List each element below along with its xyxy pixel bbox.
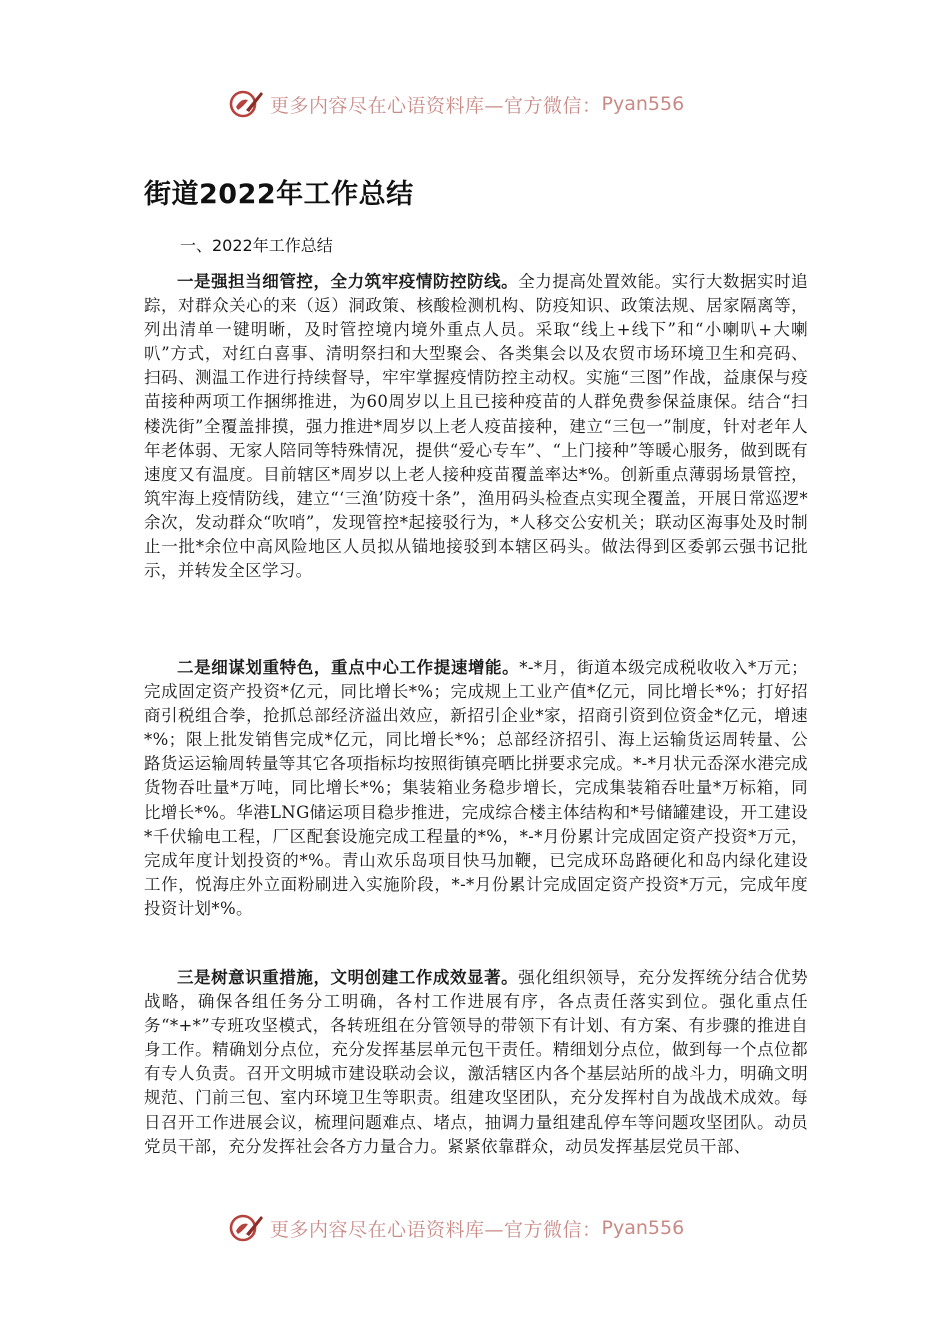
banner-text: 更多内容尽在心语资料库—官方微信：	[270, 94, 602, 117]
paragraph-2-lead: 二是细谋划重特色，重点中心工作提速增能。	[177, 658, 520, 677]
paragraph-2	[144, 656, 808, 921]
pen-logo-icon	[228, 86, 264, 122]
banner-text: 更多内容尽在心语资料库—官方微信：	[270, 1218, 602, 1241]
wechat-id: Pyan556	[601, 93, 685, 115]
paragraph-1-body: 全力提高处置效能。实行大数据实时追踪，对群众关心的来（返）洞政策、核酸检测机构、防疫知识、政策法规、居家隔离等，列出清单一键明晰，及时管控境内境外重点人员。采取“线上+线下”和“小喇叭+大喇叭”方式，对红白喜事、清明祭扫和大型聚会、各类集会以及农贸市场环境卫生和亮码、扫码、测温工作进行持续督导，牢牢掌握疫情防控主动权。实施“三图”作战，益康保与疫苗接种两项工作捆绑推进，为60周岁以上且已接种疫苗的人群免费参保益康保。结合“扫楼洗街”全覆盖排摸，强力推进*周岁以上老人疫苗接种，建立“三包一”制度，针对老年人年老体弱、无家人陪同等特殊情况，提供“爱心专车”、“上门接种”等暖心服务，做到既有速度又有温度。目前辖区*周岁以上老人接种疫苗覆盖率达*%。创新重点薄弱场景管控，筑牢海上疫情防线，建立“‘三渔’防疫十条”，渔用码头检查点实现全覆盖，开展日常巡逻*余次，发动群众“吹哨”，发现管控*起接驳行为，*人移交公安机关；联动区海事处及时制止一批*余位中高风险地区人员拟从锚地接驳到本辖区码头。做法得到区委郭云强书记批示，并转发全区学习。	[144, 272, 809, 581]
paragraph-1-lead: 一是强担当细管控，全力筑牢疫情防控防线。	[177, 272, 519, 291]
section-heading: 一、2022年工作总结	[180, 236, 333, 255]
header-banner	[228, 84, 684, 124]
paragraph-3	[144, 966, 808, 1159]
page-title: 街道2022年工作总结	[144, 179, 414, 210]
paragraph-3-body: 强化组织领导，充分发挥统分结合优势战略，确保各组任务分工明确，各村工作进展有序，各点责任落实到位。强化重点任务“*+*”专班攻坚模式，各转班组在分管领导的带领下有计划、有方案、有步骤的推进自身工作。精确划分点位，充分发挥基层单元包干责任。精细划分点位，做到每一个点位都有专人负责。召开文明城市建设联动会议，激活辖区内各个基层站所的战斗力，明确文明规范、门前三包、室内环境卫生等职责。组建攻坚团队，充分发挥村自为战战术成效。每日召开工作进展会议，梳理问题难点、堵点，抽调力量组建乱停车等问题攻坚团队。动员党员干部，充分发挥社会各方力量合力。紧紧依靠群众，动员发挥基层党员干部、	[144, 968, 809, 1156]
pen-logo-icon	[228, 1210, 264, 1246]
wechat-id: Pyan556	[601, 1217, 685, 1239]
footer-banner	[228, 1208, 684, 1248]
paragraph-1	[144, 270, 808, 583]
paragraph-2-body: *-*月，街道本级完成税收收入*万元；完成固定资产投资*亿元，同比增长*%；完成规上工业产值*亿元，同比增长*%；打好招商引税组合拳，抢抓总部经济溢出效应，新招引企业*家，招商引资到位资金*亿元，增速*%；限上批发销售完成*亿元，同比增长*%；总部经济招引、海上运输货运周转量、公路货运运输周转量等其它各项指标均按照街镇亮晒比拼要求完成。*-*月状元岙深水港完成货物吞吐量*万吨，同比增长*%；集装箱业务稳步增长，完成集装箱吞吐量*万标箱，同比增长*%。华港LNG储运项目稳步推进，完成综合楼主体结构和*号储罐建设，开工建设*千伏输电工程，厂区配套设施完成工程量的*%，*-*月份累计完成固定资产投资*万元，完成年度计划投资的*%。青山欢乐岛项目快马加鞭，已完成环岛路硬化和岛内绿化建设工作，悦海庄外立面粉刷进入实施阶段，*-*月份累计完成固定资产投资*万元，完成年度投资计划*%。	[144, 658, 809, 918]
paragraph-3-lead: 三是树意识重措施，文明创建工作成效显著。	[177, 968, 519, 987]
